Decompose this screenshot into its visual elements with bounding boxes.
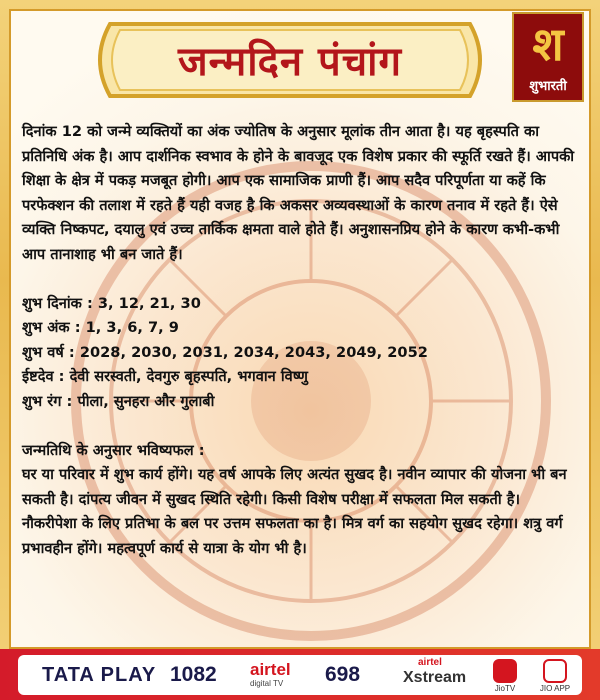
page-title: जन्मदिन पंचांग <box>177 38 403 85</box>
airtel-logo: airtel <box>250 660 291 679</box>
jio-app-label: JIO APP <box>539 684 571 693</box>
tata-play-logo: TATA PLAY <box>42 664 157 686</box>
prediction-heading: जन्मतिथि के अनुसार भविष्यफल : <box>22 441 205 459</box>
lucky-numbers-line <box>22 316 578 341</box>
jio-app-icon[interactable] <box>543 659 567 683</box>
lucky-years-line <box>22 341 578 366</box>
deity-label: ईष्टदेव : <box>22 368 65 386</box>
lucky-info-list <box>22 292 578 415</box>
lucky-colors-label: शुभ रंग : <box>22 392 73 410</box>
logo-text: शुभारती <box>529 79 567 94</box>
lucky-colors-value: पीला, सुनहरा और गुलाबी <box>77 392 215 410</box>
tata-channel-number: 1082 <box>170 663 217 686</box>
footer-channels <box>18 655 582 695</box>
footer-ad-banner <box>0 649 600 700</box>
om-logo-icon: श <box>532 17 564 71</box>
prediction-text: घर या परिवार में शुभ कार्य होंगे। यह वर्ष आपके लिए अत्यंत सुखद है। नवीन व्यापार की योजना भी बन सकती है। दांपत्य जीवन में सुखद स्थिति रहेगी। किसी विशेष परीक्षा में सफलता मिल सकती है। नौकरीपेशा के लिए प्रतिभा के बल पर उत्तम सफलता का है। मित्र वर्ग का सहयोग सुखद रहेगा। शत्रु वर्ग प्रभावहीन होंगे। महत्वपूर्ण कार्य से यात्रा के योग भी है। <box>22 466 567 557</box>
lucky-numbers-label: शुभ अंक : <box>22 319 81 337</box>
airtel-channel-number: 698 <box>325 663 361 686</box>
main-content <box>22 120 578 562</box>
jiotv-icon[interactable] <box>493 659 517 683</box>
shubharti-logo <box>512 12 584 102</box>
lucky-numbers-value: 1, 3, 6, 7, 9 <box>85 319 179 337</box>
lucky-dates-label: शुभ दिनांक : <box>22 294 93 312</box>
prediction-section <box>22 439 578 562</box>
xstream-airtel-label: airtel <box>418 657 442 668</box>
jiotv-label: JioTV <box>494 684 516 693</box>
lucky-dates-value: 3, 12, 21, 30 <box>97 294 201 312</box>
lucky-colors-line <box>22 390 578 415</box>
xstream-logo: Xstream <box>403 669 467 686</box>
intro-paragraph: दिनांक 12 को जन्मे व्यक्तियों का अंक ज्योतिष के अनुसार मूलांक तीन आता है। यह बृहस्पति का प्रतिनिधि अंक है। आप दार्शनिक स्वभाव के होने के बावजूद एक विशेष प्रकार की स्फूर्ति रखते हैं। आपकी शिक्षा के क्षेत्र में पकड़ मजबूत होगी। आप एक सामाजिक प्राणी हैं। आप सदैव परिपूर्णता या कहें कि परफेक्शन की तलाश में रहते हैं यही वजह है कि अकसर अव्यवस्थाओं के कारण तनाव में रहते हैं। ऐसे व्यक्ति निष्कपट, दयालु एवं उच्च तार्किक क्षमता वाले होते हैं। अनुशासनप्रिय होने के कारण कभी-कभी आप तानाशाह भी बन जाते हैं। <box>22 123 575 263</box>
lucky-years-label: शुभ वर्ष : <box>22 343 75 361</box>
deity-line <box>22 365 578 390</box>
lucky-dates-line <box>22 292 578 317</box>
deity-value: देवी सरस्वती, देवगुरु बृहस्पति, भगवान विष्णु <box>69 368 308 386</box>
lucky-years-value: 2028, 2030, 2031, 2034, 2043, 2049, 2052 <box>79 343 428 361</box>
airtel-digital-tv-label: digital TV <box>250 679 284 688</box>
